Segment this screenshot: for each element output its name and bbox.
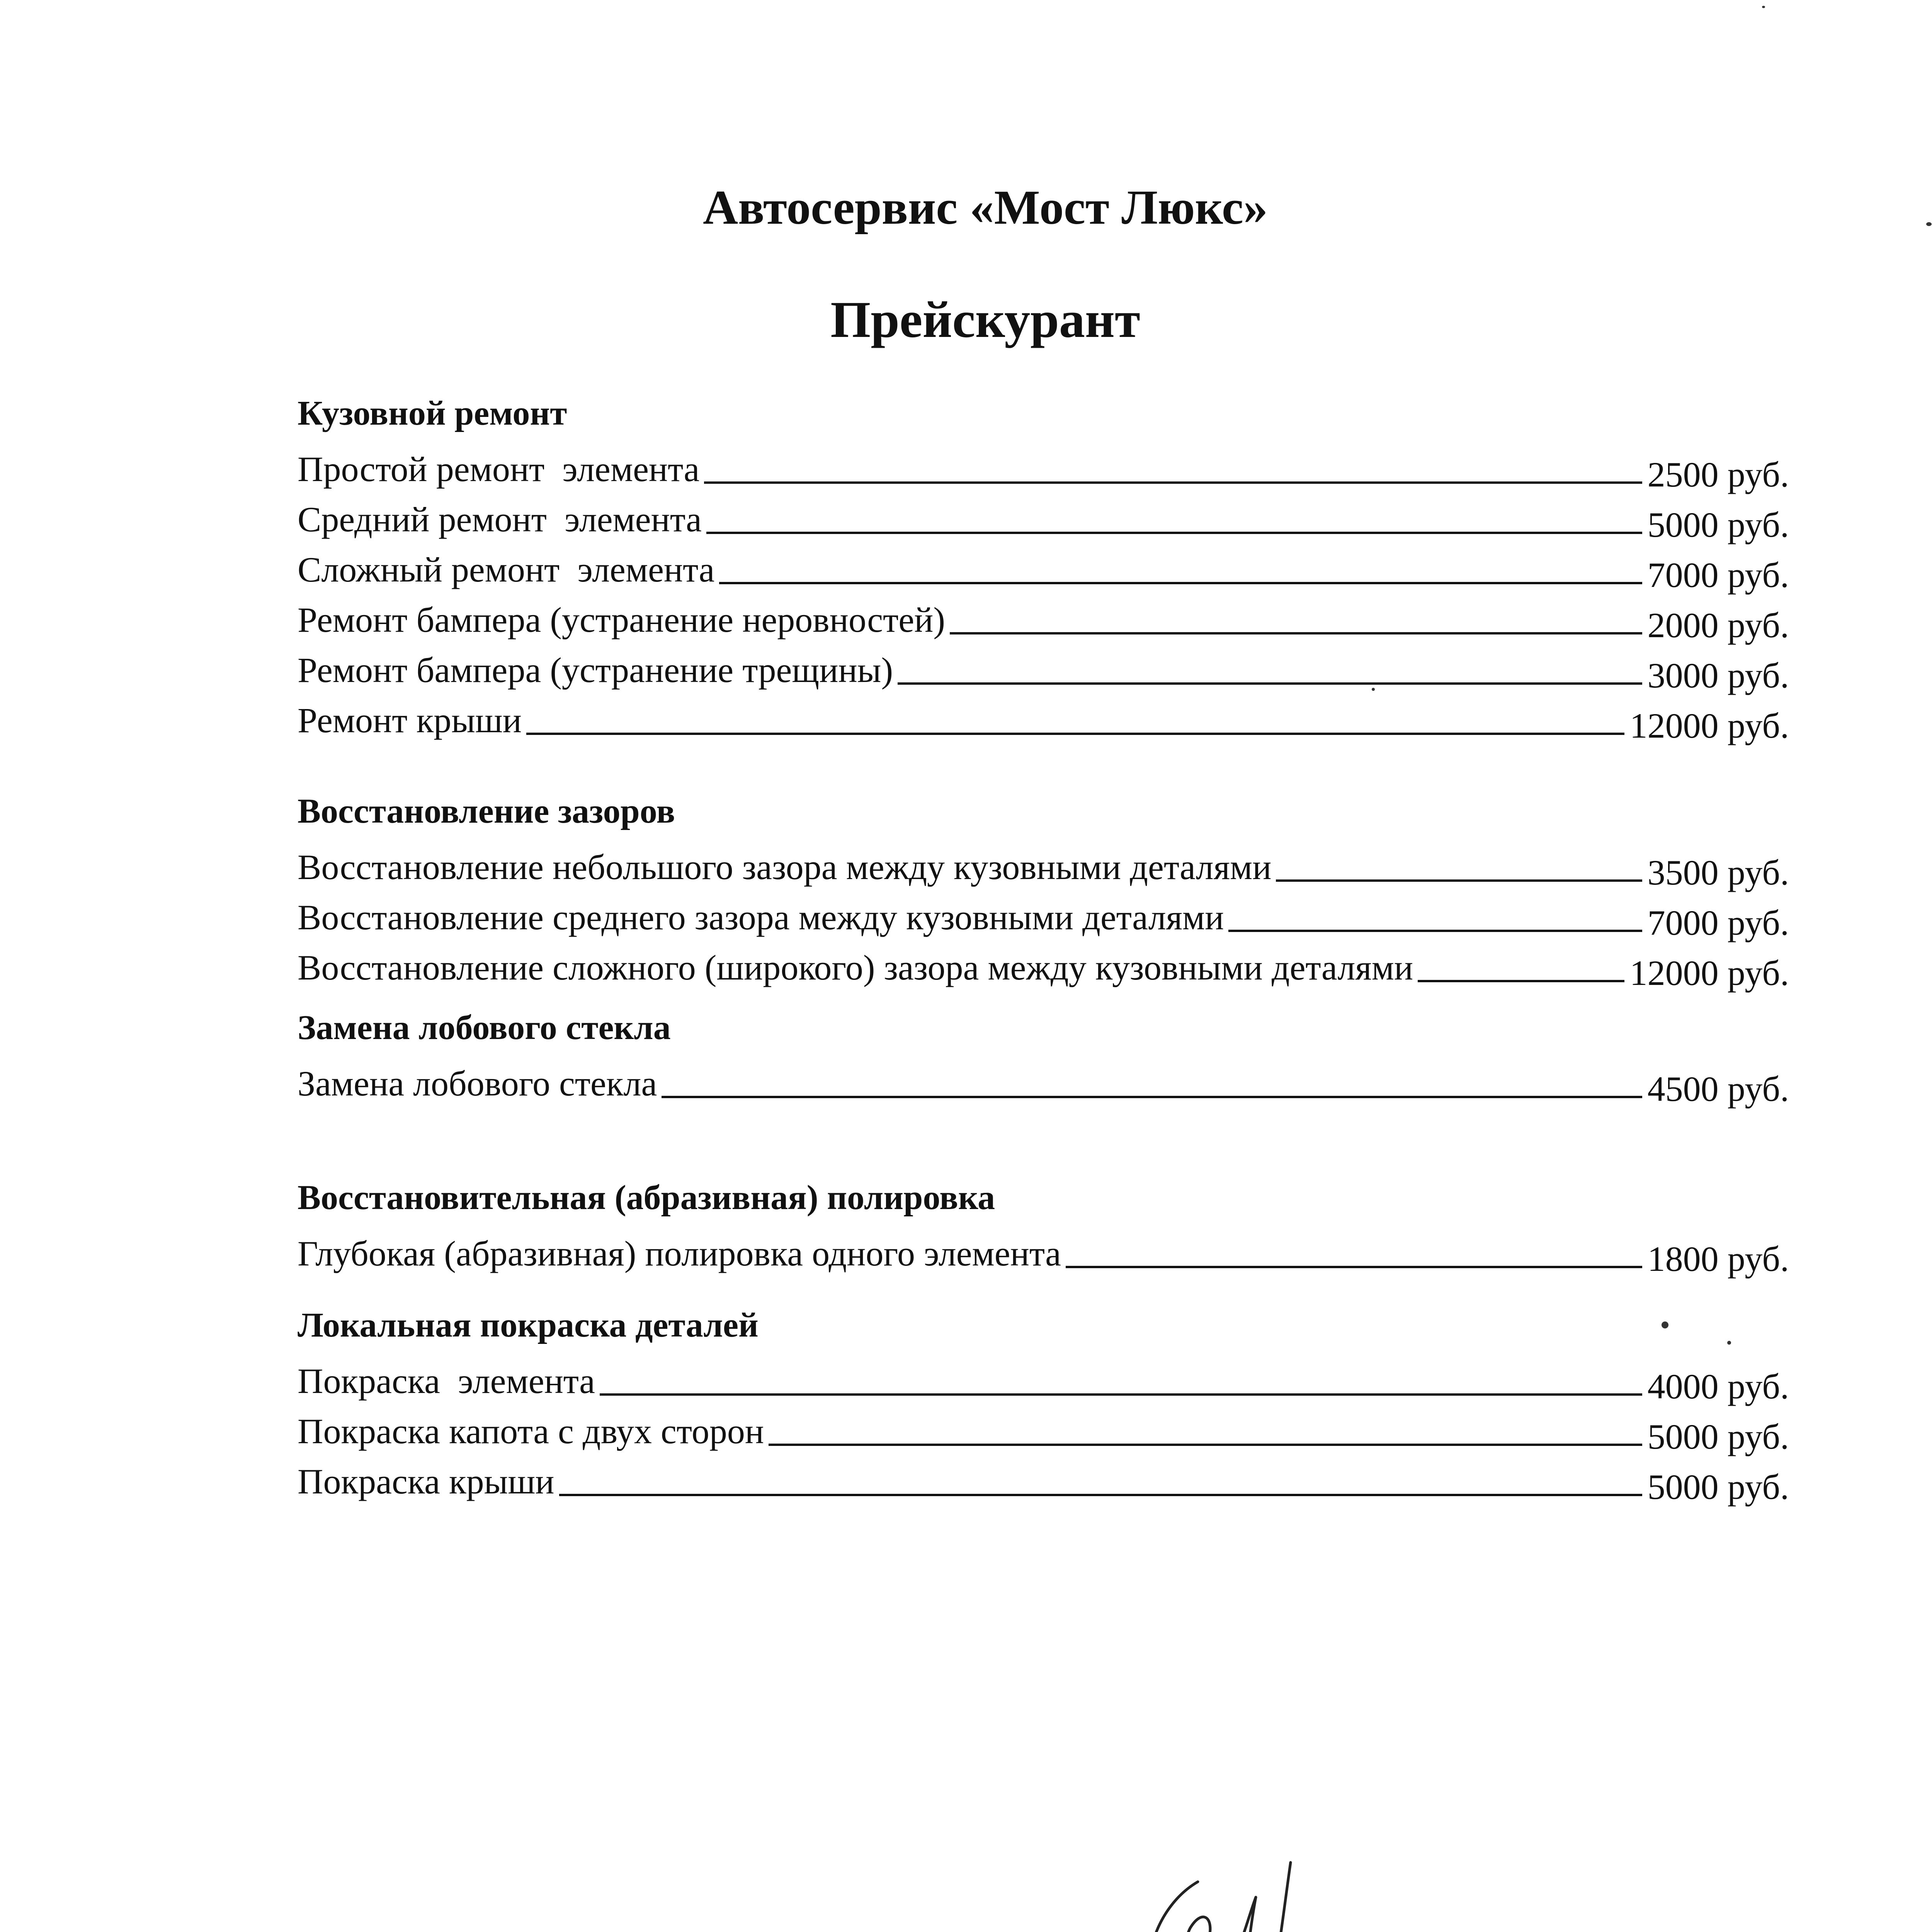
price-row [298,1349,1789,1406]
scan-speck [1926,222,1932,226]
item-name: Покраска крыши [298,1462,554,1501]
price-row [298,1221,1789,1279]
item-price: 12000 руб. [1629,953,1789,993]
item-name: Восстановление сложного (широкого) зазора между кузовными деталями [298,948,1413,987]
leader-line [769,1444,1642,1446]
leader-line [662,1096,1642,1098]
section-gap-restoration [298,788,1789,993]
leader-line [1418,980,1624,982]
section-heading: Локальная покраска деталей [298,1306,759,1344]
price-row [298,1399,1789,1456]
section-local-painting [298,1302,1789,1507]
leader-line [706,532,1642,534]
leader-line [600,1393,1642,1396]
price-row [298,537,1789,595]
item-price: 1800 руб. [1647,1239,1789,1279]
leader-line [559,1494,1642,1496]
item-price: 5000 руб. [1647,1467,1789,1507]
item-name: Сложный ремонт элемента [298,550,715,589]
price-row [298,885,1789,942]
leader-line [1066,1266,1642,1268]
item-price: 12000 руб. [1629,706,1789,745]
leader-line [950,632,1642,634]
price-row [298,688,1789,745]
item-price: 2000 руб. [1647,605,1789,645]
item-price: 5000 руб. [1647,505,1789,544]
item-name: Глубокая (абразивная) полировка одного элемента [298,1234,1061,1273]
section-heading: Кузовной ремонт [298,394,567,432]
section-heading: Замена лобового стекла [298,1009,671,1047]
item-price: 5000 руб. [1647,1417,1789,1456]
item-name: Ремонт бампера (устранение трещины) [298,650,893,690]
item-name: Ремонт бампера (устранение неровностей) [298,600,945,639]
item-name: Простой ремонт элемента [298,449,700,489]
scan-speck [1662,1321,1668,1328]
price-row [298,935,1789,993]
handwritten-signature [1128,1839,1399,1932]
item-price: 3500 руб. [1647,853,1789,892]
price-row [298,587,1789,645]
item-price: 7000 руб. [1647,555,1789,595]
item-price: 3000 руб. [1647,656,1789,695]
scan-speck [1727,1341,1731,1345]
leader-line [1228,930,1642,932]
item-name: Замена лобового стекла [298,1064,657,1103]
company-title: Автосервис «Мост Люкс» [703,181,1268,235]
leader-line [526,733,1624,735]
price-row [298,1449,1789,1507]
leader-line [1276,879,1642,882]
section-polishing [298,1175,1789,1279]
item-price: 4500 руб. [1647,1069,1789,1109]
item-name: Восстановление среднего зазора между кузовными деталями [298,898,1224,937]
price-row [298,835,1789,892]
item-name: Покраска капота с двух сторон [298,1412,764,1451]
price-row [298,1051,1789,1109]
document-title: Прейскурант [830,291,1140,348]
item-price: 4000 руб. [1647,1367,1789,1406]
price-row [298,437,1789,494]
section-heading: Восстановление зазоров [298,792,675,830]
item-price: 2500 руб. [1647,455,1789,494]
price-row [298,638,1789,695]
price-row [298,487,1789,544]
item-name: Восстановление небольшого зазора между кузовными деталями [298,847,1272,887]
item-price: 7000 руб. [1647,903,1789,942]
leader-line [719,582,1642,584]
item-name: Покраска элемента [298,1361,595,1401]
scan-speck [1762,6,1765,8]
leader-line [898,682,1642,685]
scan-speck [1372,688,1375,691]
section-body-repair [298,390,1789,745]
item-name: Средний ремонт элемента [298,500,702,539]
item-name: Ремонт крыши [298,701,522,740]
section-heading: Восстановительная (абразивная) полировка [298,1179,995,1217]
section-windshield [298,1005,1789,1109]
leader-line [704,481,1642,484]
